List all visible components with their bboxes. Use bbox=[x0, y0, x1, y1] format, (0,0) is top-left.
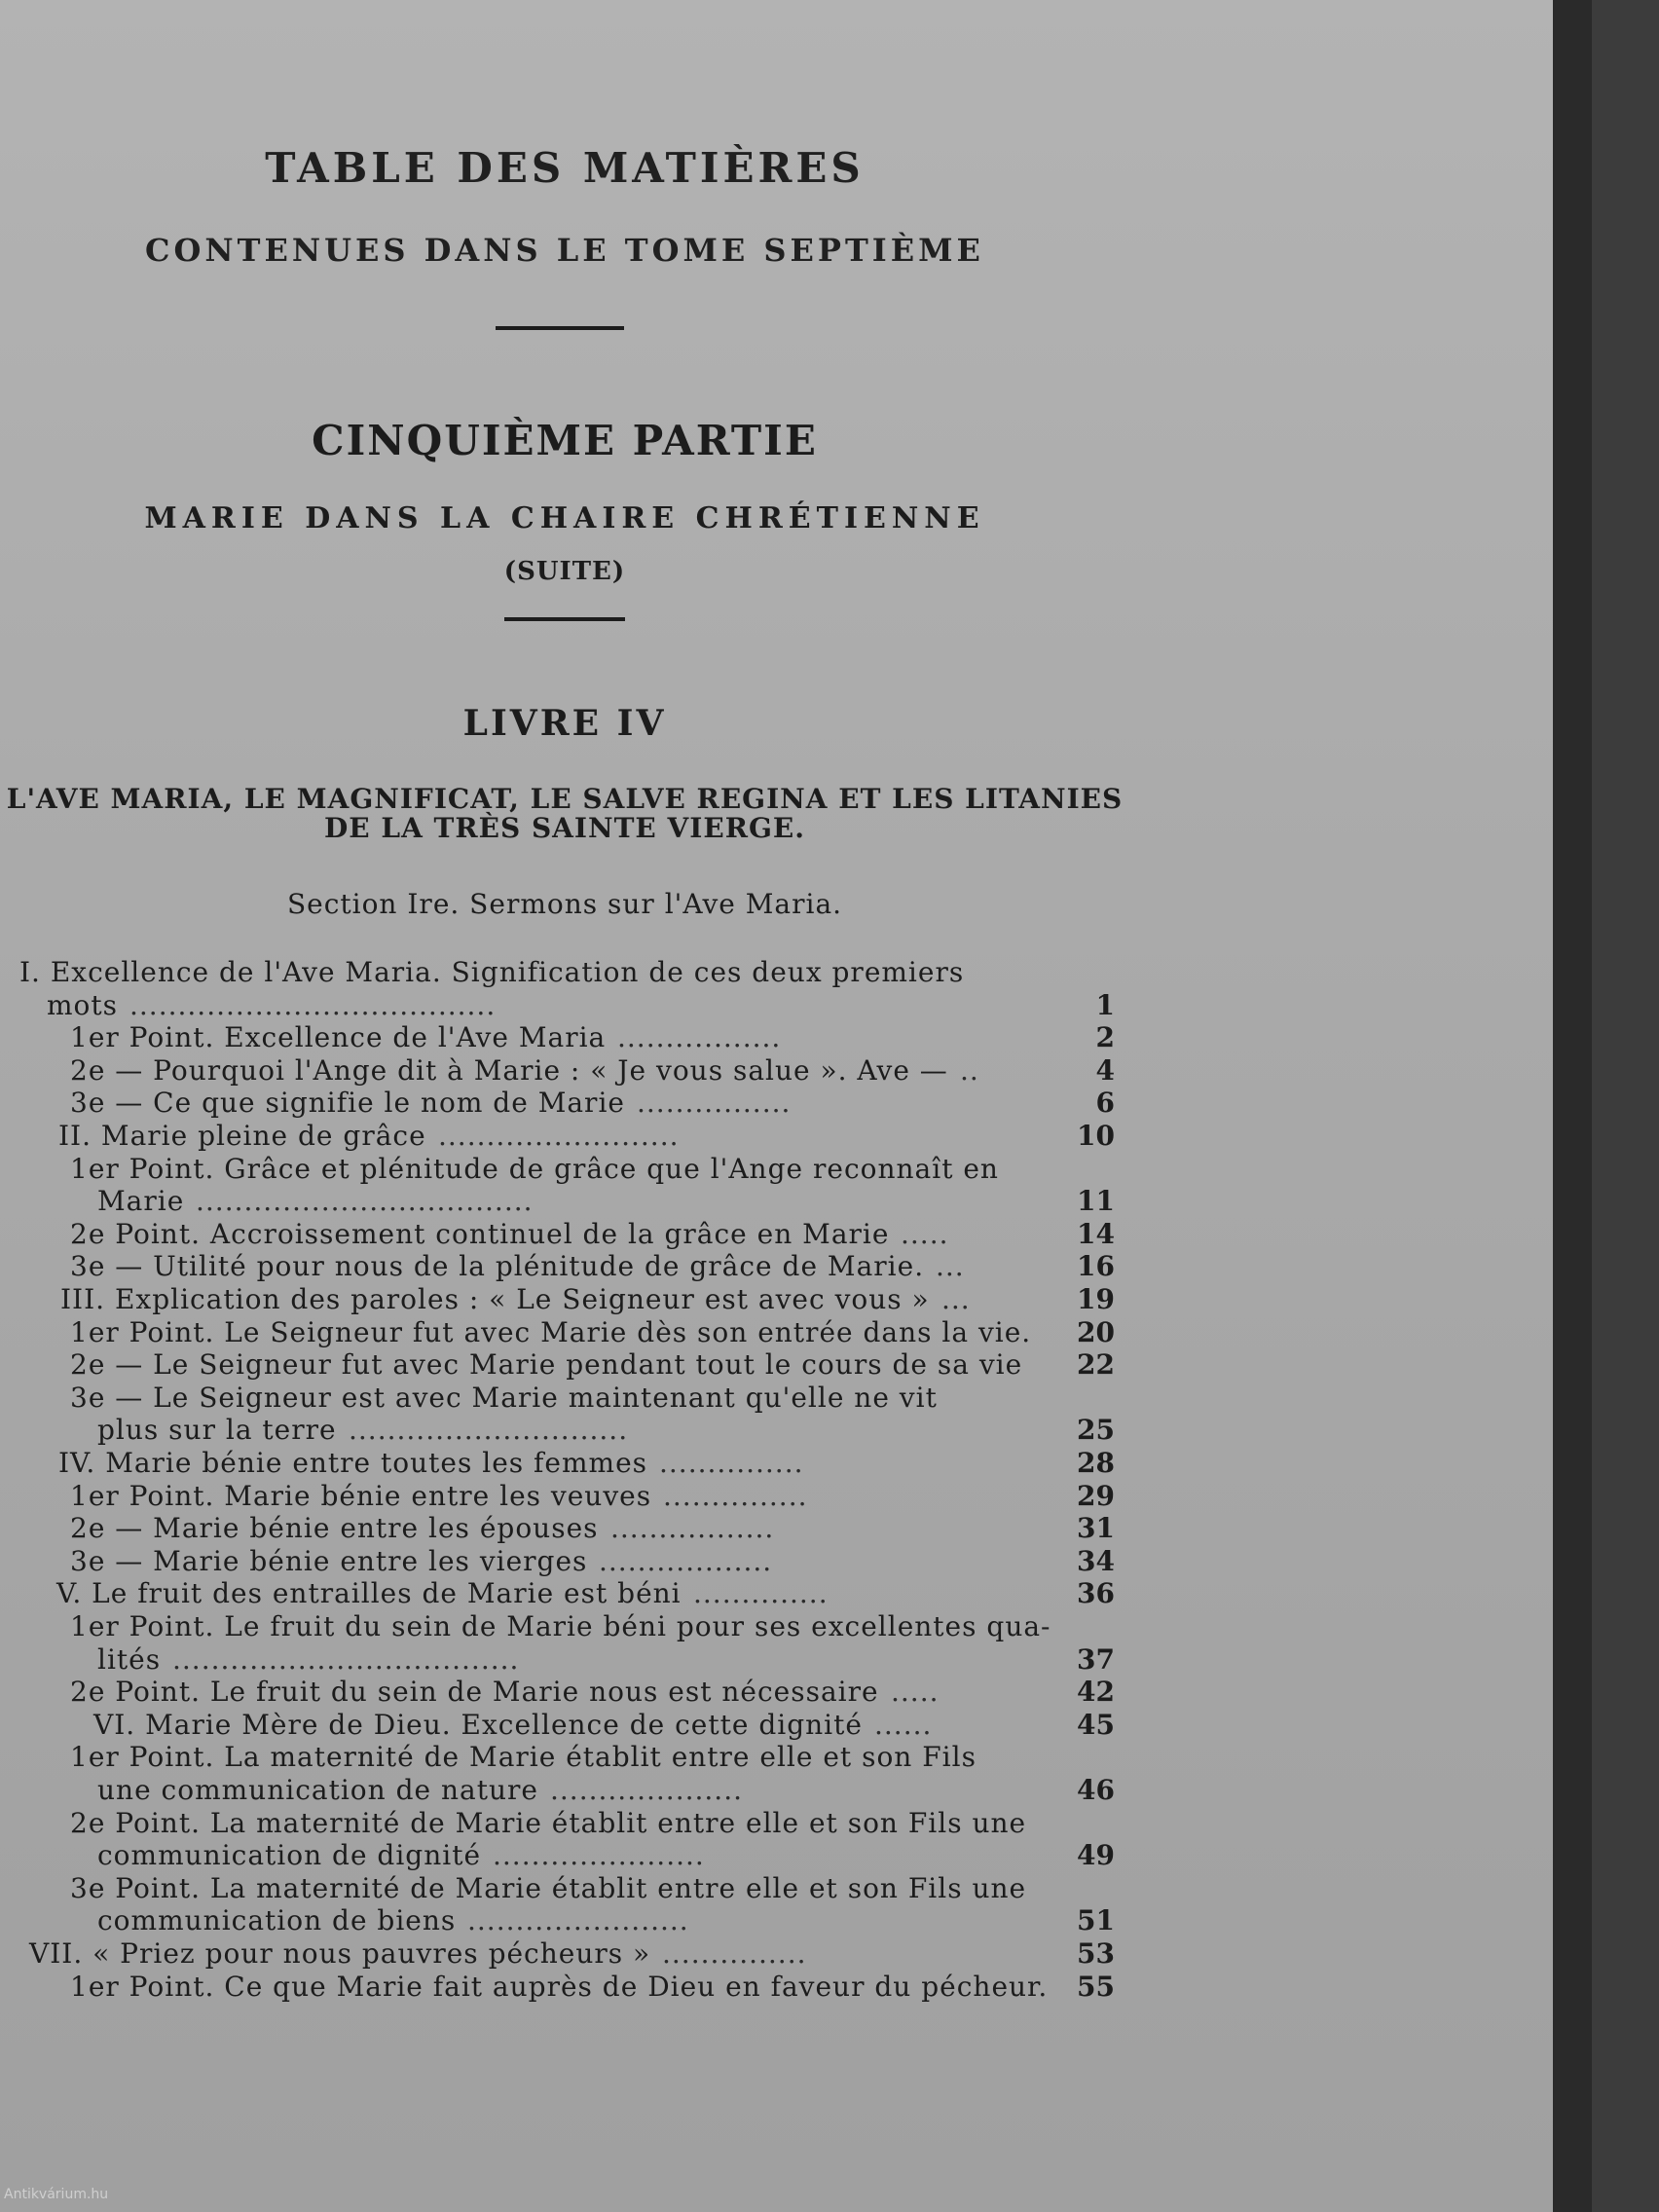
toc-entry bbox=[0, 1904, 1129, 1937]
toc-entry-text: plus sur la terre bbox=[97, 1414, 337, 1447]
dot-leader: ................. bbox=[610, 1512, 775, 1545]
toc-page-number: 29 bbox=[1077, 1479, 1115, 1512]
section-heading: Section Ire. Sermons sur l'Ave Maria. bbox=[286, 888, 843, 920]
dot-leader: .................... bbox=[550, 1774, 744, 1806]
toc-entry bbox=[0, 1741, 1129, 1774]
book-title: LIVRE IV bbox=[462, 703, 667, 744]
toc-entry bbox=[0, 1512, 1129, 1545]
dot-leader: .................................... bbox=[172, 1642, 520, 1676]
toc-entry bbox=[0, 1185, 1129, 1218]
page-title: TABLE DES MATIÈRES bbox=[265, 144, 865, 192]
toc-entry bbox=[0, 1414, 1129, 1447]
toc-entry bbox=[0, 1807, 1129, 1840]
dot-leader: ....................... bbox=[467, 1904, 689, 1937]
toc-entry-text: 2e Point. La maternité de Marie établit entre elle et son Fils une bbox=[70, 1806, 1027, 1839]
toc-entry bbox=[0, 1545, 1129, 1578]
toc-entry bbox=[0, 1348, 1129, 1382]
toc-page-number: 46 bbox=[1077, 1774, 1115, 1806]
toc-entry bbox=[0, 1480, 1129, 1513]
toc-entry-text: 1er Point. Le Seigneur fut avec Marie dès son entrée dans la vie. bbox=[70, 1315, 1032, 1348]
toc-entry bbox=[0, 1382, 1129, 1415]
toc-entry-text: communication de biens bbox=[97, 1904, 457, 1937]
toc-entry bbox=[0, 1021, 1129, 1054]
toc-entry-text: V. Le fruit des entrailles de Marie est béni bbox=[56, 1577, 682, 1610]
toc-entry-text: 3e — Le Seigneur est avec Marie maintenant qu'elle ne vit bbox=[70, 1381, 938, 1414]
toc-entry-text: 3e — Ce que signifie le nom de Marie bbox=[70, 1087, 625, 1120]
toc-page-number: 45 bbox=[1077, 1708, 1115, 1741]
dot-leader: ......................... bbox=[438, 1120, 680, 1152]
dot-leader: ...................... bbox=[493, 1839, 705, 1872]
toc-entry bbox=[0, 1054, 1129, 1088]
page-subtitle: CONTENUES DANS LE TOME SEPTIÈME bbox=[145, 232, 984, 269]
watermark: Antikvárium.hu bbox=[4, 2187, 109, 2202]
toc-entry bbox=[0, 1676, 1129, 1709]
toc-entry-text: II. Marie pleine de grâce bbox=[58, 1120, 426, 1152]
book-subtitle-line2: DE LA TRÈS SAINTE VIERGE. bbox=[324, 812, 805, 844]
dot-leader: ... bbox=[941, 1283, 971, 1315]
toc-entry bbox=[0, 1218, 1129, 1251]
dot-leader: ...................................... bbox=[129, 988, 497, 1021]
toc-entry-text: 1er Point. Ce que Marie fait auprès de Dieu en faveur du pécheur. bbox=[70, 1970, 1049, 2003]
dot-leader: ................. bbox=[617, 1021, 782, 1054]
toc-entry-text: lités bbox=[97, 1642, 162, 1676]
toc-entry bbox=[0, 1643, 1129, 1677]
toc-page-number: 10 bbox=[1077, 1120, 1115, 1152]
toc-entry-text: 2e — Pourquoi l'Ange dit à Marie : « Je vous salue ». Ave — bbox=[70, 1053, 948, 1087]
toc-page-number: 19 bbox=[1077, 1283, 1115, 1315]
toc-entry-text: VI. Marie Mère de Dieu. Excellence de cette dignité bbox=[93, 1708, 863, 1741]
toc-page-number: 34 bbox=[1077, 1544, 1115, 1577]
toc-entry bbox=[0, 1774, 1129, 1807]
toc-entry-text: 1er Point. La maternité de Marie établit entre elle et son Fils bbox=[70, 1741, 977, 1774]
toc-entry bbox=[0, 956, 1129, 989]
dot-leader: ...... bbox=[874, 1708, 933, 1741]
toc-entry bbox=[0, 1153, 1129, 1186]
toc-page-number: 16 bbox=[1077, 1250, 1115, 1283]
toc-entry-text: 2e — Marie bénie entre les épouses bbox=[70, 1512, 599, 1545]
toc-entry bbox=[0, 1610, 1129, 1643]
dot-leader: ... bbox=[936, 1250, 965, 1283]
dot-leader: ............... bbox=[659, 1447, 804, 1479]
toc-entry-text: I. Excellence de l'Ave Maria. Signification de ces deux premiers bbox=[19, 956, 965, 988]
dot-leader: ................ bbox=[637, 1087, 792, 1120]
toc-page-number: 22 bbox=[1077, 1348, 1115, 1382]
toc-page-number: 1 bbox=[1095, 988, 1115, 1021]
toc-page-number: 31 bbox=[1077, 1512, 1115, 1545]
toc-entry-text: III. Explication des paroles : « Le Seigneur est avec vous » bbox=[60, 1283, 930, 1315]
dot-leader: .................. bbox=[599, 1544, 773, 1577]
toc-entry-text: mots bbox=[47, 988, 119, 1021]
dot-leader: ..... bbox=[901, 1217, 949, 1250]
toc-page-number: 20 bbox=[1077, 1315, 1115, 1348]
dot-leader: ............... bbox=[662, 1937, 807, 1970]
toc-entry bbox=[0, 1447, 1129, 1480]
toc-entry-text: 1er Point. Marie bénie entre les veuves bbox=[70, 1479, 652, 1512]
toc-entry bbox=[0, 989, 1129, 1022]
toc-entry bbox=[0, 1250, 1129, 1283]
toc-page-number: 36 bbox=[1077, 1577, 1115, 1610]
toc-entry bbox=[0, 1839, 1129, 1872]
toc-entry-text: 2e Point. Accroissement continuel de la grâce en Marie bbox=[70, 1217, 890, 1250]
toc-entry-text: 1er Point. Grâce et plénitude de grâce que l'Ange reconnaît en bbox=[70, 1152, 999, 1185]
toc-entry bbox=[0, 1971, 1129, 2004]
toc-entry bbox=[0, 1316, 1129, 1349]
toc-entry-text: une communication de nature bbox=[97, 1774, 538, 1806]
toc-page-number: 25 bbox=[1077, 1414, 1115, 1447]
toc-entry bbox=[0, 1872, 1129, 1905]
dot-leader: ..... bbox=[891, 1676, 940, 1709]
book-cover-edge bbox=[1592, 0, 1659, 2212]
toc-entry-text: 3e Point. La maternité de Marie établit entre elle et son Fils une bbox=[70, 1871, 1027, 1904]
toc-entry-text: communication de dignité bbox=[97, 1839, 482, 1872]
toc-entry-text: 1er Point. Excellence de l'Ave Maria bbox=[70, 1021, 607, 1054]
toc-entry-text: IV. Marie bénie entre toutes les femmes bbox=[58, 1447, 648, 1479]
part-subtitle: MARIE DANS LA CHAIRE CHRÉTIENNE bbox=[144, 501, 985, 535]
toc-page-number: 14 bbox=[1077, 1217, 1115, 1250]
toc-page-number: 6 bbox=[1095, 1087, 1115, 1120]
toc-entry-text: 2e Point. Le fruit du sein de Marie nous est nécessaire bbox=[70, 1676, 879, 1709]
toc-entry bbox=[0, 1283, 1129, 1316]
toc-entry-text: 2e — Le Seigneur fut avec Marie pendant tout le cours de sa vie bbox=[70, 1348, 1023, 1382]
toc-page-number: 2 bbox=[1095, 1021, 1115, 1054]
page-edge bbox=[1553, 0, 1592, 2212]
toc-entry bbox=[0, 1120, 1129, 1153]
toc-entry-text: 1er Point. Le fruit du sein de Marie béni pour ses excellentes qua- bbox=[70, 1610, 1051, 1642]
toc-page-number: 49 bbox=[1077, 1839, 1115, 1872]
dot-leader: ................................... bbox=[196, 1185, 534, 1218]
toc-entry-text: 3e — Marie bénie entre les vierges bbox=[70, 1544, 588, 1577]
toc-entry-text: Marie bbox=[97, 1185, 185, 1218]
part-suite: (SUITE) bbox=[503, 557, 626, 586]
dot-leader: .............. bbox=[693, 1577, 829, 1610]
toc-entry bbox=[0, 1577, 1129, 1610]
toc-page-number: 42 bbox=[1077, 1676, 1115, 1709]
toc-entry bbox=[0, 1709, 1129, 1742]
toc-page-number: 51 bbox=[1077, 1904, 1115, 1937]
toc-page-number: 28 bbox=[1077, 1447, 1115, 1479]
dot-leader: ............................. bbox=[349, 1414, 629, 1447]
toc-page-number: 11 bbox=[1077, 1185, 1115, 1218]
dot-leader: ............... bbox=[663, 1479, 808, 1512]
toc-entry bbox=[0, 1087, 1129, 1120]
toc-page-number: 55 bbox=[1077, 1970, 1115, 2003]
toc-page-number: 4 bbox=[1095, 1053, 1115, 1087]
book-subtitle-line1: L'AVE MARIA, LE MAGNIFICAT, LE SALVE REGINA ET LES LITANIES bbox=[6, 783, 1124, 815]
toc-entry-text: 3e — Utilité pour nous de la plénitude de grâce de Marie. bbox=[70, 1250, 925, 1283]
toc-page-number: 37 bbox=[1077, 1642, 1115, 1676]
toc-entry-text: VII. « Priez pour nous pauvres pécheurs » bbox=[29, 1937, 651, 1970]
dot-leader: .. bbox=[960, 1053, 979, 1087]
toc-page-number: 53 bbox=[1077, 1937, 1115, 1970]
part-title: CINQUIÈME PARTIE bbox=[312, 417, 818, 464]
toc-entry bbox=[0, 1937, 1129, 1971]
